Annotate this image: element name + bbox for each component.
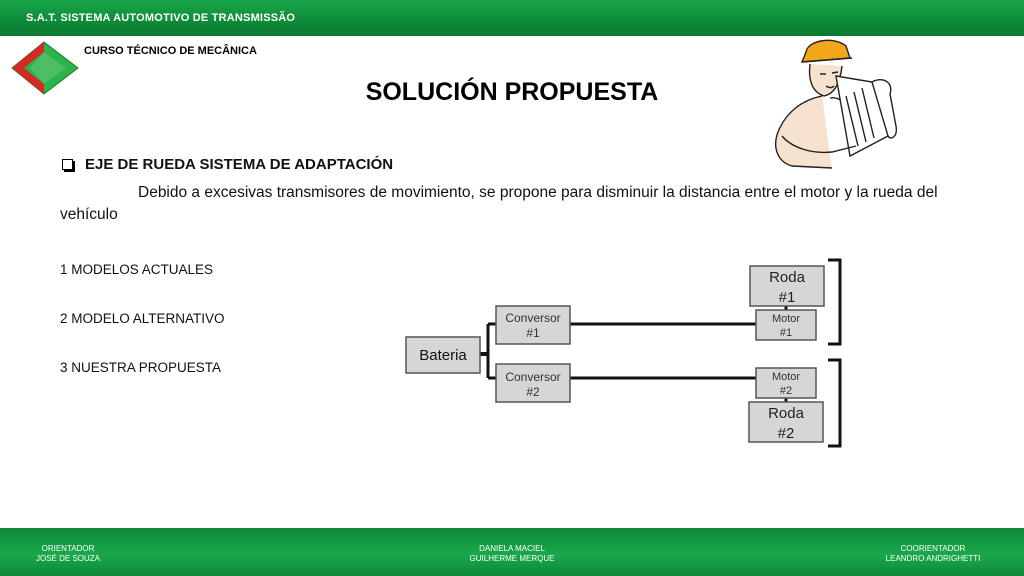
footer-advisor-name: JOSÉ DE SOUZA bbox=[35, 554, 100, 563]
list-item: 2 MODELO ALTERNATIVO bbox=[60, 311, 225, 326]
battery-label: Bateria bbox=[419, 347, 467, 364]
motor2-box bbox=[756, 368, 816, 398]
converter1-number: #1 bbox=[526, 326, 540, 340]
list-item: 1 MODELOS ACTUALES bbox=[60, 262, 214, 277]
footer-author-1: DANIELA MACIEL bbox=[479, 544, 545, 553]
motor2-number: #2 bbox=[779, 385, 793, 397]
converter1-label: Conversor bbox=[505, 311, 561, 325]
converter2-box bbox=[496, 364, 570, 402]
bracket-top bbox=[828, 260, 840, 344]
motor1-box bbox=[756, 310, 816, 340]
list-item: 3 NUESTRA PROPUESTA bbox=[60, 360, 222, 375]
wheel1-label: Roda bbox=[769, 269, 805, 286]
wheel2-box bbox=[749, 402, 823, 442]
battery-box bbox=[406, 337, 480, 373]
powertrain-diagram bbox=[400, 250, 860, 460]
footer-advisor bbox=[20, 544, 116, 564]
wheel1-number: #1 bbox=[778, 289, 796, 306]
footer-author-2: GUILHERME MERQUE bbox=[469, 554, 555, 563]
footer-authors bbox=[452, 544, 572, 564]
wheel2-number: #2 bbox=[777, 425, 795, 442]
bullet-heading-text: EJE DE RUEDA SISTEMA DE ADAPTACIÓN bbox=[85, 156, 394, 173]
checkbox-bullet-icon bbox=[62, 159, 73, 170]
converter2-number: #2 bbox=[526, 385, 540, 399]
motor1-label: Motor bbox=[771, 313, 801, 325]
converter1-box bbox=[496, 306, 570, 344]
footer-coadvisor bbox=[868, 544, 998, 564]
page-title: SOLUCIÓN PROPUESTA bbox=[365, 78, 659, 106]
footer-coadvisor-name: LEANDRO ANDRIGHETTI bbox=[885, 554, 981, 563]
bracket-bottom bbox=[828, 360, 840, 446]
course-name: CURSO TÉCNICO DE MECÂNICA bbox=[84, 45, 257, 57]
description-paragraph: Debido a excesivas transmisores de movimiento, se propone para disminuir la distancia entre el motor y la rueda del vehículo bbox=[60, 184, 938, 223]
wheel2-label: Roda bbox=[768, 405, 804, 422]
footer-advisor-role: ORIENTADOR bbox=[41, 544, 95, 553]
footer-bar bbox=[0, 528, 1024, 576]
wheel1-box bbox=[750, 266, 824, 306]
motor1-number: #1 bbox=[779, 327, 793, 339]
bullet-heading bbox=[62, 156, 393, 173]
header-bar bbox=[0, 0, 1024, 36]
footer-coadvisor-role: COORIENTADOR bbox=[900, 544, 966, 553]
converter2-label: Conversor bbox=[505, 370, 561, 384]
engineer-illustration bbox=[762, 36, 900, 172]
motor2-label: Motor bbox=[771, 371, 801, 383]
org-name: S.A.T. SISTEMA AUTOMOTIVO DE TRANSMISSÃO bbox=[26, 12, 296, 24]
